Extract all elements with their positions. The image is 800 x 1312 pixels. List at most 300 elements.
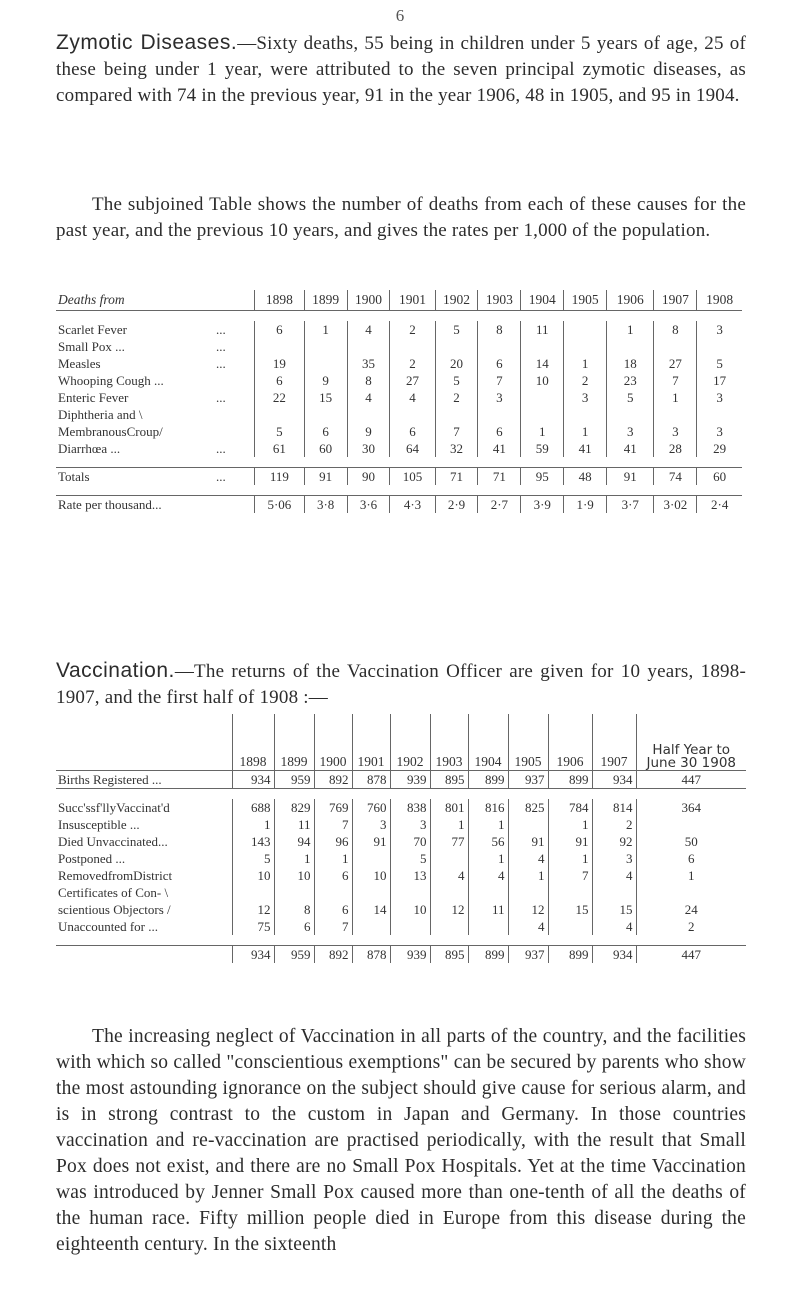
- deaths-row-value: 15: [304, 389, 347, 406]
- vaccination-row-value: 75: [232, 918, 274, 935]
- deaths-spacer: [56, 457, 742, 468]
- vaccination-paragraph: [56, 658, 746, 711]
- deaths-row-value: 35: [347, 355, 390, 372]
- vaccination-year-header: 1906: [548, 714, 592, 771]
- deaths-row-value: [304, 355, 347, 372]
- vaccination-row-value: 6: [274, 918, 314, 935]
- deaths-rate-row-value: 3·7: [607, 496, 654, 514]
- vaccination-row: [56, 884, 746, 901]
- births-row-value: 895: [430, 771, 468, 789]
- deaths-year-header: 1900: [347, 290, 390, 311]
- deaths-totals-row-value: 71: [435, 468, 478, 486]
- vaccination-row-value: 1: [274, 850, 314, 867]
- deaths-rate-row-value: 3·02: [654, 496, 697, 514]
- deaths-year-header: 1901: [390, 290, 435, 311]
- deaths-row-value: 5: [697, 355, 742, 372]
- deaths-row-value: [521, 338, 564, 355]
- vaccination-row-value: 1: [232, 816, 274, 833]
- deaths-row-value: 59: [521, 440, 564, 457]
- vaccination-row-value: 7: [314, 918, 352, 935]
- zymotic-paragraph: [56, 30, 746, 109]
- deaths-row-value: 14: [521, 355, 564, 372]
- vaccination-row-value: 24: [636, 901, 746, 918]
- deaths-year-header: 1902: [435, 290, 478, 311]
- vaccination-row-value: 14: [352, 901, 390, 918]
- vaccination-row-value: [468, 884, 508, 901]
- deaths-row-value: 5: [607, 389, 654, 406]
- deaths-row-value: 9: [347, 423, 390, 440]
- page-number: 6: [395, 6, 405, 25]
- deaths-row-value: 1: [564, 423, 607, 440]
- deaths-spacer: [56, 485, 742, 496]
- deaths-row-value: [478, 406, 521, 423]
- vaccination-row-value: 11: [274, 816, 314, 833]
- vaccination-totals-row-value: 878: [352, 946, 390, 964]
- deaths-totals-row-value: 119: [255, 468, 305, 486]
- vaccination-year-header: 1898: [232, 714, 274, 771]
- spacer-cell: [56, 311, 742, 322]
- deaths-row-value: 8: [654, 321, 697, 338]
- vaccination-header-row: [56, 714, 746, 771]
- deaths-row-value: 7: [435, 423, 478, 440]
- vaccination-row-value: [636, 884, 746, 901]
- deaths-row-value: 3: [697, 321, 742, 338]
- deaths-row-value: 6: [255, 372, 305, 389]
- deaths-row-value: 3: [697, 389, 742, 406]
- vaccination-row-value: [352, 918, 390, 935]
- deaths-row-dots: [214, 406, 255, 423]
- deaths-row-value: [347, 338, 390, 355]
- vaccination-row-value: 10: [274, 867, 314, 884]
- vaccination-totals-row-value: 939: [390, 946, 430, 964]
- deaths-row-value: 11: [521, 321, 564, 338]
- vaccination-row-value: 13: [390, 867, 430, 884]
- deaths-row-value: 4: [347, 389, 390, 406]
- vaccination-row-value: 838: [390, 799, 430, 816]
- deaths-totals-row-value: 74: [654, 468, 697, 486]
- vaccination-row-value: 3: [390, 816, 430, 833]
- vaccination-row: [56, 816, 746, 833]
- deaths-rate-row-value: 2·9: [435, 496, 478, 514]
- vaccination-row-value: 1: [548, 850, 592, 867]
- vaccination-row-label: scientious Objectors /: [58, 901, 171, 917]
- deaths-row-value: 64: [390, 440, 435, 457]
- vaccination-totals-row-value: 899: [468, 946, 508, 964]
- vaccination-row-value: [390, 884, 430, 901]
- vaccination-row-label: Certificates of Con- \: [58, 884, 169, 900]
- vaccination-row-value: 6: [314, 901, 352, 918]
- vaccination-row-value: 1: [430, 816, 468, 833]
- deaths-row-value: 2: [390, 321, 435, 338]
- deaths-row-value: 4: [390, 389, 435, 406]
- vaccination-row-value: 91: [352, 833, 390, 850]
- deaths-row-value: [478, 338, 521, 355]
- deaths-row-value: 6: [304, 423, 347, 440]
- vaccination-row-value: 91: [508, 833, 548, 850]
- deaths-row-label: Diarrhœa ...: [58, 440, 121, 456]
- deaths-header-label: Deaths from: [58, 292, 125, 307]
- deaths-totals-row-label: Totals: [56, 468, 214, 486]
- vaccination-row-value: [548, 918, 592, 935]
- births-row-value: 939: [390, 771, 430, 789]
- deaths-row-value: [564, 338, 607, 355]
- vaccination-totals-row-value: 899: [548, 946, 592, 964]
- vaccination-row-value: 92: [592, 833, 636, 850]
- vaccination-row-value: [352, 850, 390, 867]
- vaccination-row-value: 56: [468, 833, 508, 850]
- vaccination-row-value: 10: [232, 867, 274, 884]
- deaths-row-value: 6: [390, 423, 435, 440]
- births-row: [56, 771, 746, 789]
- deaths-row-value: [390, 338, 435, 355]
- deaths-row-dots: ...: [215, 355, 226, 371]
- vaccination-totals-row-value: 934: [592, 946, 636, 964]
- vaccination-row-value: 143: [232, 833, 274, 850]
- spacer-cell: [56, 457, 742, 468]
- vaccination-row-value: [636, 816, 746, 833]
- deaths-year-header: 1898: [255, 290, 305, 311]
- vaccination-totals-row-value: 937: [508, 946, 548, 964]
- deaths-totals-row-value: 90: [347, 468, 390, 486]
- vaccination-row-value: 688: [232, 799, 274, 816]
- deaths-row: [56, 321, 742, 338]
- vaccination-row-value: 760: [352, 799, 390, 816]
- births-row-value: 937: [508, 771, 548, 789]
- deaths-row-dots: ...: [215, 389, 226, 405]
- vaccination-row-value: 814: [592, 799, 636, 816]
- deaths-row: [56, 338, 742, 355]
- vaccination-row-value: 7: [314, 816, 352, 833]
- births-row-value: 899: [548, 771, 592, 789]
- vaccination-row-value: 4: [468, 867, 508, 884]
- vaccination-row-value: [508, 816, 548, 833]
- vaccination-row-value: [352, 884, 390, 901]
- closing-paragraph: The increasing neglect of Vaccination in all parts of the country, and the facilities with which so called "conscientious exemptions" can be secured by parents who show the most astounding ignorance on the subject should give cause for serious alarm, and is in strong contrast to the custom in Japan and Germany. In those countries vaccination and re-vaccination are practised periodically, with the result that Small Pox does not exist, and there are no Small Pox Hospitals. Yet at the time Vaccination was introduced by Jenner Small Pox caused more than one-tenth of all the deaths of the human race. Fifty million people died in Europe from this disease during the eighteenth century. In the sixteenth: [56, 1026, 746, 1255]
- births-row-value: 892: [314, 771, 352, 789]
- vaccination-year-header: 1899: [274, 714, 314, 771]
- vaccination-row-value: 3: [592, 850, 636, 867]
- vaccination-row-value: 6: [314, 867, 352, 884]
- deaths-totals-row-value: 91: [304, 468, 347, 486]
- vaccination-row-value: [548, 884, 592, 901]
- vaccination-totals-row-value: 892: [314, 946, 352, 964]
- deaths-rate-row-value: 3·6: [347, 496, 390, 514]
- vaccination-row-value: [390, 918, 430, 935]
- deaths-row-label: Whooping Cough ...: [58, 372, 164, 388]
- vaccination-row-value: 15: [548, 901, 592, 918]
- vaccination-row-value: 94: [274, 833, 314, 850]
- vaccination-text: —The returns of the Vaccination Officer are given for 10 years, 1898-1907, and the first half of 1908 :—: [56, 661, 746, 708]
- vaccination-row: [56, 918, 746, 935]
- deaths-row-value: 8: [478, 321, 521, 338]
- vaccination-row-value: 1: [468, 850, 508, 867]
- deaths-row-value: 2: [435, 389, 478, 406]
- deaths-row-value: 6: [478, 423, 521, 440]
- vaccination-totals-row-value: 934: [232, 946, 274, 964]
- vaccination-table-body: [56, 771, 746, 964]
- deaths-row-value: [697, 338, 742, 355]
- zymotic-text: —Sixty deaths, 55 being in children under 5 years of age, 25 of these being under 1 year, were attributed to the seven principal zymotic diseases, as compared with 74 in the previous year, 91 in the year 1906, 48 in 1905, and 95 in 1904.: [56, 33, 746, 106]
- deaths-row: [56, 355, 742, 372]
- deaths-row-value: 27: [390, 372, 435, 389]
- vaccination-row: [56, 867, 746, 884]
- spacer-cell: [56, 935, 746, 946]
- deaths-rate-row-value: 2·7: [478, 496, 521, 514]
- deaths-year-header: 1905: [564, 290, 607, 311]
- deaths-row-value: [521, 389, 564, 406]
- vaccination-row-value: 50: [636, 833, 746, 850]
- vaccination-row-value: 10: [352, 867, 390, 884]
- deaths-row-value: [435, 338, 478, 355]
- births-row-value: 934: [232, 771, 274, 789]
- deaths-totals-row-value: 48: [564, 468, 607, 486]
- deaths-row-dots: ...: [215, 440, 226, 456]
- vaccination-row-value: 10: [390, 901, 430, 918]
- vaccination-row-value: 77: [430, 833, 468, 850]
- births-row-value: 447: [636, 771, 746, 789]
- vaccination-row: [56, 850, 746, 867]
- vaccination-year-header: 1907: [592, 714, 636, 771]
- vaccination-row-value: 769: [314, 799, 352, 816]
- vaccination-table: [56, 714, 746, 963]
- vaccination-row-value: [430, 918, 468, 935]
- vaccination-totals-row: [56, 946, 746, 964]
- vaccination-row-value: 801: [430, 799, 468, 816]
- deaths-row-value: 7: [654, 372, 697, 389]
- vaccination-spacer: [56, 789, 746, 800]
- vaccination-row-value: [274, 884, 314, 901]
- deaths-row: [56, 423, 742, 440]
- deaths-row-value: 5: [435, 372, 478, 389]
- vaccination-row-value: [314, 884, 352, 901]
- deaths-row-value: 41: [478, 440, 521, 457]
- deaths-row-value: 1: [521, 423, 564, 440]
- births-row-value: 899: [468, 771, 508, 789]
- deaths-row-value: 3: [607, 423, 654, 440]
- deaths-row-value: 10: [521, 372, 564, 389]
- deaths-row-label: MembranousCroup/: [58, 423, 163, 439]
- deaths-row-value: [255, 406, 305, 423]
- deaths-row-value: 17: [697, 372, 742, 389]
- deaths-row-value: 5: [435, 321, 478, 338]
- deaths-row-value: [390, 406, 435, 423]
- deaths-row: [56, 389, 742, 406]
- deaths-row-value: 2: [390, 355, 435, 372]
- deaths-row-value: 60: [304, 440, 347, 457]
- vaccination-row-value: 12: [508, 901, 548, 918]
- deaths-row-value: 1: [607, 321, 654, 338]
- births-row-value: 878: [352, 771, 390, 789]
- vaccination-row-label: Succ'ssf'llyVaccinat'd: [58, 799, 170, 815]
- deaths-row-dots: [214, 372, 255, 389]
- deaths-row-value: 61: [255, 440, 305, 457]
- deaths-year-header: 1908: [697, 290, 742, 311]
- deaths-totals-row-value: 91: [607, 468, 654, 486]
- vaccination-row-value: 15: [592, 901, 636, 918]
- vaccination-year-header: 1900: [314, 714, 352, 771]
- vaccination-row-value: 1: [468, 816, 508, 833]
- vaccination-row-value: 2: [636, 918, 746, 935]
- deaths-row-dots: [214, 423, 255, 440]
- vaccination-row-value: 1: [636, 867, 746, 884]
- vaccination-row-value: [508, 884, 548, 901]
- vaccination-row-value: [430, 850, 468, 867]
- deaths-rate-row: [56, 496, 742, 514]
- deaths-rate-row-value: 3·8: [304, 496, 347, 514]
- vaccination-header-blank: [56, 714, 232, 771]
- vaccination-row-value: 1: [548, 816, 592, 833]
- deaths-row-value: [304, 406, 347, 423]
- deaths-row-value: 23: [607, 372, 654, 389]
- vaccination-totals-row-value: 895: [430, 946, 468, 964]
- deaths-spacer: [56, 311, 742, 322]
- vaccination-row-value: 829: [274, 799, 314, 816]
- vaccination-totals-row-label: [56, 946, 232, 964]
- vaccination-year-header: 1903: [430, 714, 468, 771]
- vaccination-row-label: RemovedfromDistrict: [58, 867, 173, 883]
- vaccination-row-value: 91: [548, 833, 592, 850]
- deaths-row-value: 27: [654, 355, 697, 372]
- deaths-row-value: [607, 406, 654, 423]
- vaccination-year-header: 1904: [468, 714, 508, 771]
- spacer-cell: [56, 789, 746, 800]
- deaths-row-value: 3: [697, 423, 742, 440]
- deaths-rate-row-value: 2·4: [697, 496, 742, 514]
- deaths-row-value: [347, 406, 390, 423]
- vaccination-row-value: 364: [636, 799, 746, 816]
- deaths-header-row: [56, 290, 742, 311]
- deaths-rate-row-value: 3·9: [521, 496, 564, 514]
- vaccination-row-value: 4: [508, 850, 548, 867]
- deaths-row-label: Enteric Fever: [58, 389, 129, 405]
- deaths-row-value: 41: [564, 440, 607, 457]
- deaths-row-value: 6: [255, 321, 305, 338]
- deaths-year-header: 1907: [654, 290, 697, 311]
- deaths-row: [56, 406, 742, 423]
- vaccination-totals-row-value: 959: [274, 946, 314, 964]
- deaths-totals-row-value: 95: [521, 468, 564, 486]
- deaths-row-value: 30: [347, 440, 390, 457]
- vaccination-row-value: 816: [468, 799, 508, 816]
- deaths-row-value: [654, 406, 697, 423]
- zymotic-heading: Zymotic Diseases.: [56, 31, 238, 54]
- vaccination-row-value: [592, 884, 636, 901]
- deaths-totals-row-value: 60: [697, 468, 742, 486]
- deaths-row-value: 22: [255, 389, 305, 406]
- deaths-row-dots: ...: [215, 321, 226, 337]
- deaths-row: [56, 440, 742, 457]
- deaths-row-value: 2: [564, 372, 607, 389]
- vaccination-year-header: 1901: [352, 714, 390, 771]
- deaths-totals-row-value: 71: [478, 468, 521, 486]
- deaths-row: [56, 372, 742, 389]
- vaccination-row: [56, 833, 746, 850]
- deaths-row-value: 3: [654, 423, 697, 440]
- deaths-row-value: 5: [255, 423, 305, 440]
- vaccination-row-value: 11: [468, 901, 508, 918]
- vaccination-totals-row-value: 447: [636, 946, 746, 964]
- births-row-value: 934: [592, 771, 636, 789]
- deaths-year-header: 1906: [607, 290, 654, 311]
- deaths-row-value: 8: [347, 372, 390, 389]
- deaths-row-label: Diphtheria and \: [58, 406, 143, 422]
- deaths-row-value: [564, 406, 607, 423]
- table-intro: The subjoined Table shows the number of deaths from each of these causes for the past year, and the previous 10 years, and gives the rates per 1,000 of the population.: [56, 194, 746, 241]
- deaths-row-value: [607, 338, 654, 355]
- vaccination-heading: Vaccination.: [56, 659, 175, 682]
- deaths-row-value: [654, 338, 697, 355]
- vaccination-row-value: 70: [390, 833, 430, 850]
- deaths-row-value: 1: [304, 321, 347, 338]
- deaths-year-header: 1904: [521, 290, 564, 311]
- deaths-rate-row-value: 1·9: [564, 496, 607, 514]
- vaccination-row-value: 1: [314, 850, 352, 867]
- deaths-year-header: 1903: [478, 290, 521, 311]
- deaths-row-value: 9: [304, 372, 347, 389]
- deaths-row-label: Measles: [58, 355, 101, 371]
- vaccination-row-value: 825: [508, 799, 548, 816]
- deaths-row-value: 28: [654, 440, 697, 457]
- deaths-row-value: 20: [435, 355, 478, 372]
- deaths-row-value: 32: [435, 440, 478, 457]
- deaths-row-value: [521, 406, 564, 423]
- deaths-row-value: [697, 406, 742, 423]
- deaths-row-value: [304, 338, 347, 355]
- vaccination-row-value: [468, 918, 508, 935]
- vaccination-row-label: Died Unvaccinated...: [58, 833, 168, 849]
- deaths-table-body: [56, 311, 742, 514]
- spacer-cell: [56, 485, 742, 496]
- vaccination-row-value: 4: [592, 867, 636, 884]
- vaccination-row-label: Unaccounted for ...: [58, 918, 158, 934]
- deaths-year-header: 1899: [304, 290, 347, 311]
- deaths-row-label: Small Pox ...: [58, 338, 125, 354]
- births-row-label: Births Registered ...: [56, 771, 232, 789]
- deaths-row-label: Scarlet Fever: [58, 321, 127, 337]
- deaths-row-value: 1: [654, 389, 697, 406]
- deaths-row-value: 18: [607, 355, 654, 372]
- vaccination-row-value: [232, 884, 274, 901]
- deaths-rate-row-label: Rate per thousand...: [56, 496, 214, 514]
- deaths-row-value: 3: [564, 389, 607, 406]
- deaths-totals-row: [56, 468, 742, 486]
- deaths-row-value: [255, 338, 305, 355]
- deaths-row-value: 19: [255, 355, 305, 372]
- deaths-row-value: 6: [478, 355, 521, 372]
- deaths-row-value: 7: [478, 372, 521, 389]
- vaccination-row-value: 4: [508, 918, 548, 935]
- deaths-rate-row-dots: [214, 496, 255, 514]
- deaths-row-value: 41: [607, 440, 654, 457]
- deaths-row-value: 1: [564, 355, 607, 372]
- vaccination-row-value: 2: [592, 816, 636, 833]
- deaths-table: [56, 290, 742, 513]
- vaccination-row-value: 8: [274, 901, 314, 918]
- vaccination-row-value: 4: [592, 918, 636, 935]
- vaccination-year-header: 1905: [508, 714, 548, 771]
- vaccination-row-value: 5: [390, 850, 430, 867]
- vaccination-row-value: 96: [314, 833, 352, 850]
- deaths-row-dots: ...: [215, 338, 226, 354]
- deaths-row-value: [435, 406, 478, 423]
- vaccination-row-value: 784: [548, 799, 592, 816]
- vaccination-row-value: 4: [430, 867, 468, 884]
- vaccination-row-value: [430, 884, 468, 901]
- vaccination-row: [56, 901, 746, 918]
- births-row-value: 959: [274, 771, 314, 789]
- vaccination-row-value: 7: [548, 867, 592, 884]
- deaths-row-value: 29: [697, 440, 742, 457]
